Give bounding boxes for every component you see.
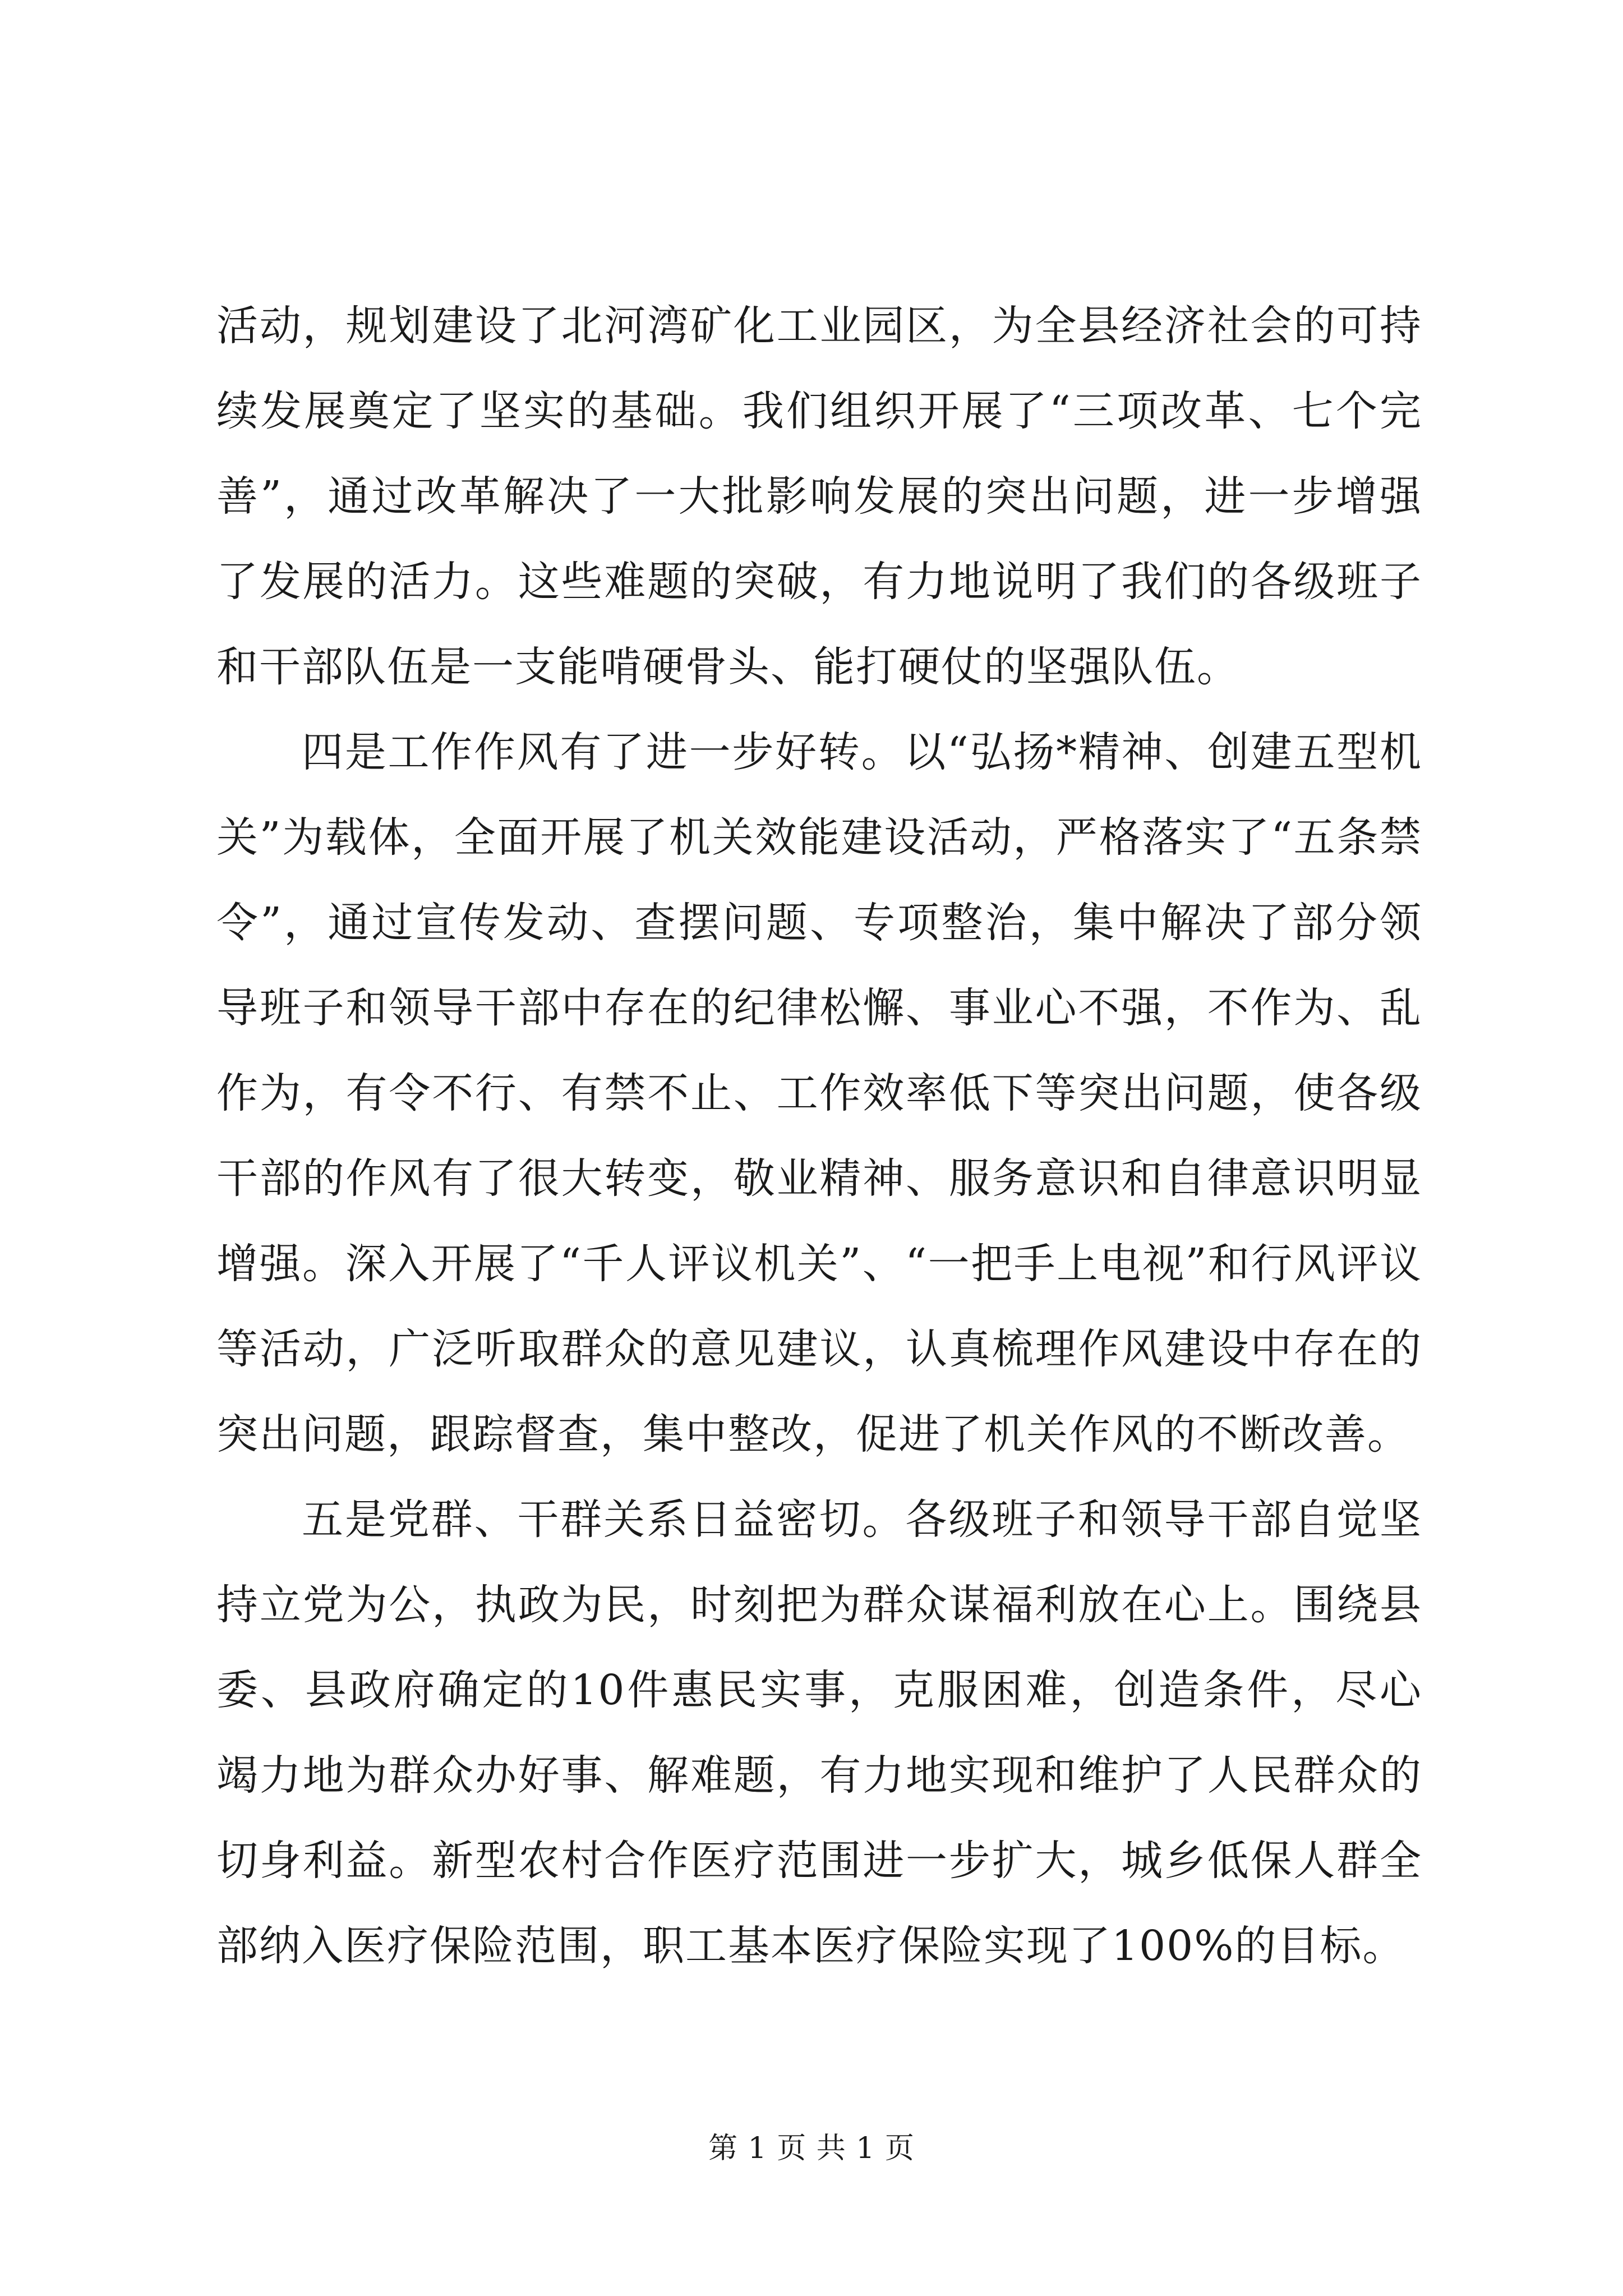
paragraph-3: 五是党群、干群关系日益密切。各级班子和领导干部自觉坚持立党为公，执政为民，时刻把为群众谋福利放在心上。围绕县委、县政府确定的10件惠民实事，克服困难，创造条件，尽心竭力地为群众办好事、解难题，有力地实现和维护了人民群众的切身利益。新型农村合作医疗范围进一步扩大，城乡低保人群全部纳入医疗保险范围，职工基本医疗保险实现了100%的目标。 bbox=[216, 1496, 1422, 1970]
page-footer: 第 1 页 共 1 页 bbox=[708, 2132, 915, 2165]
paragraph-1: 活动，规划建设了北河湾矿化工业园区，为全县经济社会的可持续发展奠定了坚实的基础。我们组织开展了“三项改革、七个完善”，通过改革解决了一大批影响发展的突出问题，进一步增强了发展的活力。这些难题的突破，有力地说明了我们的各级班子和干部队伍是一支能啃硬骨头、能打硬仗的坚强队伍。 bbox=[216, 302, 1422, 691]
paragraph-2: 四是工作作风有了进一步好转。以“弘扬*精神、创建五型机关”为载体，全面开展了机关效能建设活动，严格落实了“五条禁令”，通过宣传发动、查摆问题、专项整治，集中解决了部分领导班子和领导干部中存在的纪律松懈、事业心不强，不作为、乱作为，有令不行、有禁不止、工作效率低下等突出问题，使各级干部的作风有了很大转变，敬业精神、服务意识和自律意识明显增强。深入开展了“千人评议机关”、“一把手上电视”和行风评议等活动，广泛听取群众的意见建议，认真梳理作风建设中存在的突出问题，跟踪督查，集中整改，促进了机关作风的不断改善。 bbox=[216, 728, 1422, 1458]
document-body bbox=[216, 283, 1422, 1989]
